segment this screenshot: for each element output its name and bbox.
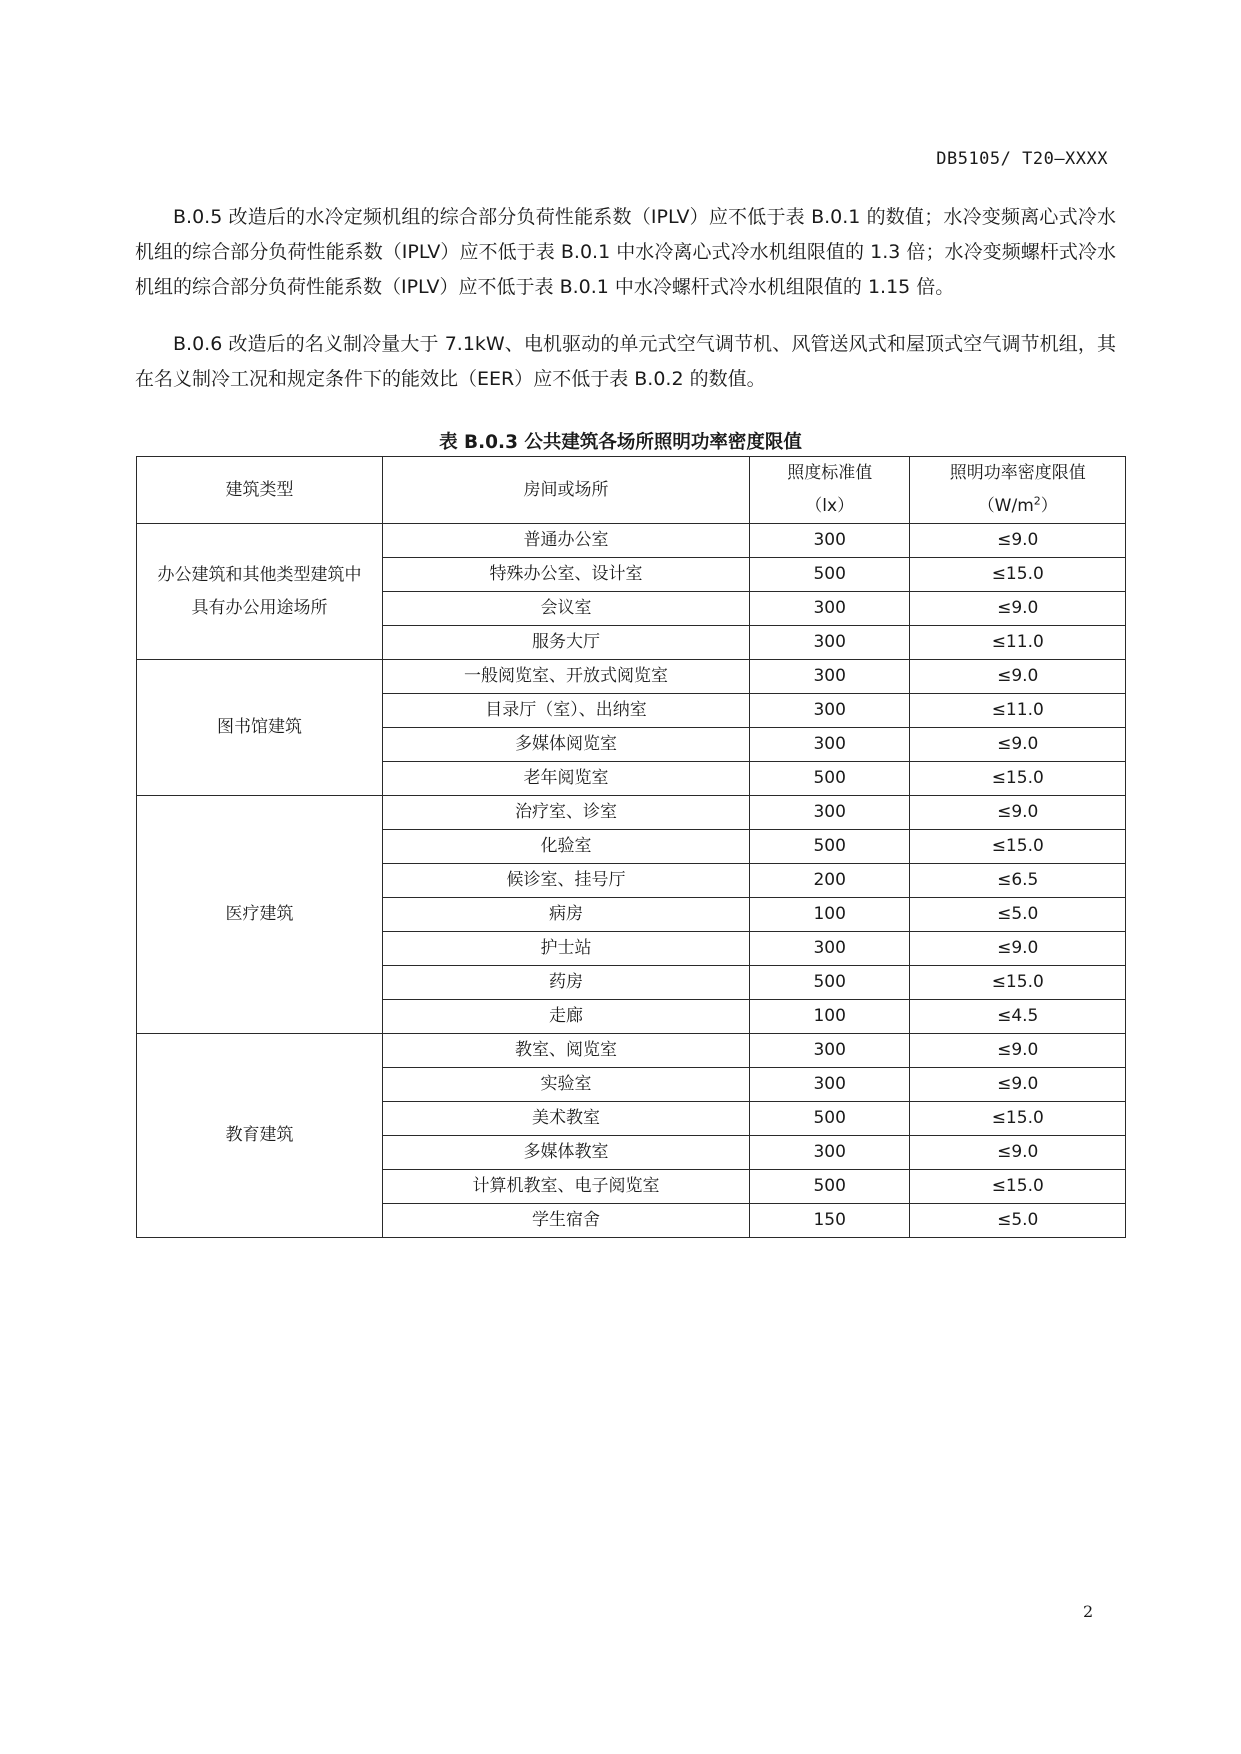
building-type-cell bbox=[137, 796, 383, 1034]
room-cell: 护士站 bbox=[383, 932, 750, 966]
power-density-cell: ≤15.0 bbox=[910, 1102, 1126, 1136]
illuminance-cell: 500 bbox=[749, 1170, 910, 1204]
power-density-cell: ≤9.0 bbox=[910, 1068, 1126, 1102]
illuminance-cell: 100 bbox=[749, 898, 910, 932]
header-illuminance bbox=[749, 457, 910, 524]
room-cell: 学生宿舍 bbox=[383, 1204, 750, 1238]
room-cell: 一般阅览室、开放式阅览室 bbox=[383, 660, 750, 694]
power-density-cell: ≤15.0 bbox=[910, 966, 1126, 1000]
header-illuminance-line2: （lx） bbox=[805, 496, 855, 516]
room-cell: 药房 bbox=[383, 966, 750, 1000]
room-cell: 计算机教室、电子阅览室 bbox=[383, 1170, 750, 1204]
header-power-density-line2 bbox=[910, 490, 1125, 523]
room-cell: 会议室 bbox=[383, 592, 750, 626]
header-power-density bbox=[910, 457, 1126, 524]
illuminance-cell: 300 bbox=[749, 592, 910, 626]
table-row bbox=[137, 524, 1126, 558]
illuminance-cell: 300 bbox=[749, 728, 910, 762]
illuminance-cell: 300 bbox=[749, 1068, 910, 1102]
paragraph-b05: B.0.5 改造后的水冷定频机组的综合部分负荷性能系数（IPLV）应不低于表 B.0.1 的数值；水冷变频离心式冷水机组的综合部分负荷性能系数（IPLV）应不低于表 B.0.1 中水冷离心式冷水机组限值的 1.3 倍；水冷变频螺杆式冷水机组的综合部分负荷性能系数（IPLV）应不低于表 B.0.1 中水冷螺杆式冷水机组限值的 1.15 倍。 bbox=[135, 206, 1116, 298]
illuminance-cell: 500 bbox=[749, 1102, 910, 1136]
illuminance-cell: 300 bbox=[749, 796, 910, 830]
illuminance-cell: 300 bbox=[749, 932, 910, 966]
power-density-cell: ≤9.0 bbox=[910, 660, 1126, 694]
power-density-cell: ≤5.0 bbox=[910, 1204, 1126, 1238]
illuminance-cell: 300 bbox=[749, 660, 910, 694]
document-code: DB5105/ T20—XXXX bbox=[936, 149, 1108, 169]
table-caption: 表 B.0.3 公共建筑各场所照明功率密度限值 bbox=[439, 432, 802, 453]
room-cell: 特殊办公室、设计室 bbox=[383, 558, 750, 592]
lighting-power-density-table bbox=[136, 456, 1126, 1238]
power-density-cell: ≤15.0 bbox=[910, 762, 1126, 796]
room-cell: 多媒体阅览室 bbox=[383, 728, 750, 762]
illuminance-cell: 200 bbox=[749, 864, 910, 898]
room-cell: 目录厅（室）、出纳室 bbox=[383, 694, 750, 728]
power-density-cell: ≤6.5 bbox=[910, 864, 1126, 898]
illuminance-cell: 500 bbox=[749, 762, 910, 796]
illuminance-cell: 300 bbox=[749, 694, 910, 728]
room-cell: 普通办公室 bbox=[383, 524, 750, 558]
room-cell: 多媒体教室 bbox=[383, 1136, 750, 1170]
table-row bbox=[137, 796, 1126, 830]
building-type-cell bbox=[137, 660, 383, 796]
power-density-cell: ≤11.0 bbox=[910, 626, 1126, 660]
header-building-type: 建筑类型 bbox=[137, 457, 383, 524]
building-type-line1: 医疗建筑 bbox=[225, 904, 294, 924]
power-density-cell: ≤9.0 bbox=[910, 592, 1126, 626]
illuminance-cell: 300 bbox=[749, 1136, 910, 1170]
room-cell: 实验室 bbox=[383, 1068, 750, 1102]
power-density-cell: ≤9.0 bbox=[910, 1136, 1126, 1170]
illuminance-cell: 500 bbox=[749, 558, 910, 592]
header-power-density-line1: 照明功率密度限值 bbox=[949, 463, 1086, 483]
room-cell: 化验室 bbox=[383, 830, 750, 864]
room-cell: 治疗室、诊室 bbox=[383, 796, 750, 830]
table-row bbox=[137, 1034, 1126, 1068]
room-cell: 教室、阅览室 bbox=[383, 1034, 750, 1068]
unit-suffix: ） bbox=[1040, 496, 1058, 516]
header-illuminance-line1: 照度标准值 bbox=[787, 463, 873, 483]
room-cell: 候诊室、挂号厅 bbox=[383, 864, 750, 898]
power-density-cell: ≤4.5 bbox=[910, 1000, 1126, 1034]
unit-prefix: （W/m bbox=[977, 496, 1034, 516]
power-density-cell: ≤9.0 bbox=[910, 728, 1126, 762]
power-density-cell: ≤5.0 bbox=[910, 898, 1126, 932]
table-row bbox=[137, 660, 1126, 694]
room-cell: 病房 bbox=[383, 898, 750, 932]
illuminance-cell: 300 bbox=[749, 626, 910, 660]
building-type-cell bbox=[137, 1034, 383, 1238]
power-density-cell: ≤15.0 bbox=[910, 1170, 1126, 1204]
building-type-cell bbox=[137, 524, 383, 660]
power-density-cell: ≤9.0 bbox=[910, 524, 1126, 558]
power-density-cell: ≤11.0 bbox=[910, 694, 1126, 728]
illuminance-cell: 300 bbox=[749, 1034, 910, 1068]
building-type-line2: 具有办公用途场所 bbox=[191, 597, 328, 618]
building-type-line1: 教育建筑 bbox=[225, 1125, 294, 1145]
power-density-cell: ≤15.0 bbox=[910, 558, 1126, 592]
building-type-line1: 办公建筑和其他类型建筑中 bbox=[157, 564, 362, 585]
room-cell: 老年阅览室 bbox=[383, 762, 750, 796]
unit-superscript: 2 bbox=[1033, 494, 1041, 508]
table-body bbox=[137, 524, 1126, 1238]
illuminance-cell: 300 bbox=[749, 524, 910, 558]
header-room: 房间或场所 bbox=[383, 457, 750, 524]
power-density-cell: ≤9.0 bbox=[910, 932, 1126, 966]
page-number: 2 bbox=[1083, 1602, 1094, 1621]
power-density-cell: ≤15.0 bbox=[910, 830, 1126, 864]
illuminance-cell: 100 bbox=[749, 1000, 910, 1034]
illuminance-cell: 500 bbox=[749, 830, 910, 864]
building-type-line1: 图书馆建筑 bbox=[217, 717, 303, 737]
room-cell: 美术教室 bbox=[383, 1102, 750, 1136]
paragraph-b06: B.0.6 改造后的名义制冷量大于 7.1kW、电机驱动的单元式空气调节机、风管送风式和屋顶式空气调节机组，其在名义制冷工况和规定条件下的能效比（EER）应不低于表 B.0.2 的数值。 bbox=[135, 333, 1116, 390]
table-header-row bbox=[137, 457, 1126, 524]
power-density-cell: ≤9.0 bbox=[910, 1034, 1126, 1068]
illuminance-cell: 150 bbox=[749, 1204, 910, 1238]
room-cell: 服务大厅 bbox=[383, 626, 750, 660]
power-density-cell: ≤9.0 bbox=[910, 796, 1126, 830]
illuminance-cell: 500 bbox=[749, 966, 910, 1000]
room-cell: 走廊 bbox=[383, 1000, 750, 1034]
